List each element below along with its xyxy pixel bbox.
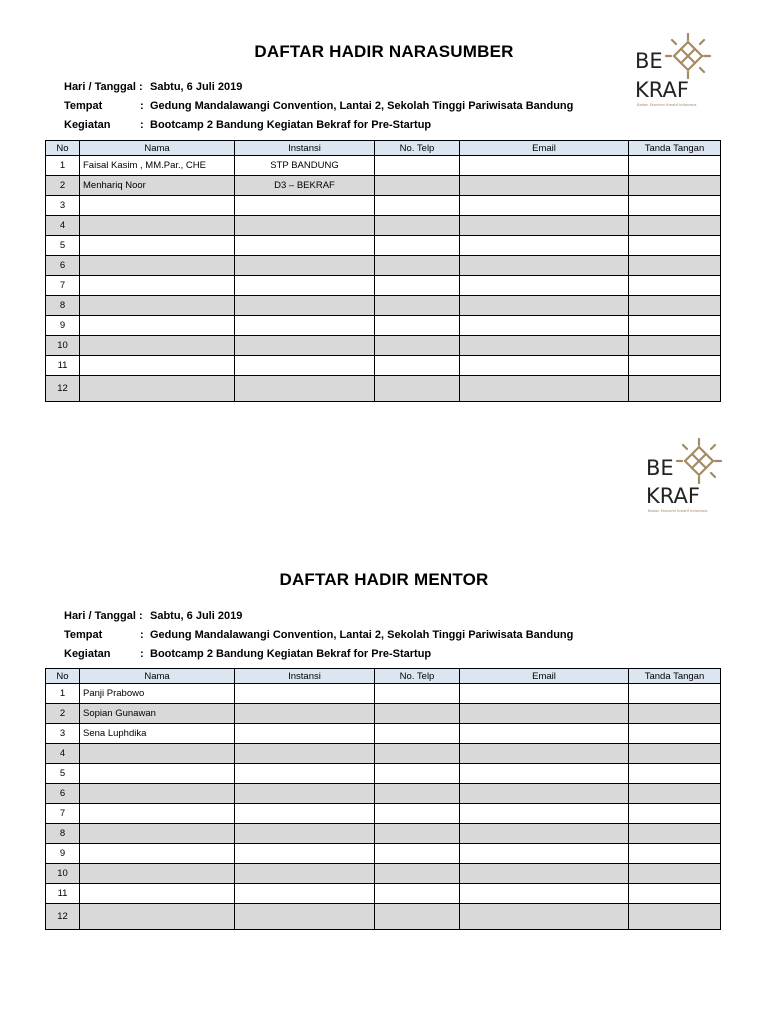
cell-nama[interactable] bbox=[80, 744, 235, 764]
cell-no: 4 bbox=[46, 744, 80, 764]
cell-tanda-tangan[interactable] bbox=[629, 724, 721, 744]
cell-instansi[interactable]: D3 – BEKRAF bbox=[235, 176, 375, 196]
cell-instansi[interactable] bbox=[235, 356, 375, 376]
table-row bbox=[46, 684, 721, 704]
cell-tanda-tangan[interactable] bbox=[629, 824, 721, 844]
activity-row bbox=[64, 645, 573, 664]
cell-instansi[interactable] bbox=[235, 316, 375, 336]
cell-no: 2 bbox=[46, 704, 80, 724]
cell-no: 12 bbox=[46, 904, 80, 930]
cell-no: 8 bbox=[46, 824, 80, 844]
cell-instansi[interactable] bbox=[235, 724, 375, 744]
cell-telp[interactable] bbox=[375, 784, 460, 804]
cell-email[interactable] bbox=[460, 744, 629, 764]
logo-tagline: Badan Ekonomi Kreatif Indonesia bbox=[648, 509, 708, 513]
cell-no: 5 bbox=[46, 236, 80, 256]
cell-email[interactable] bbox=[460, 684, 629, 704]
cell-no: 8 bbox=[46, 296, 80, 316]
cell-nama[interactable]: Sena Luphdika bbox=[80, 724, 235, 744]
table-row bbox=[46, 256, 721, 276]
cell-email[interactable] bbox=[460, 376, 629, 402]
cell-no: 3 bbox=[46, 724, 80, 744]
table-header-row bbox=[46, 669, 721, 684]
cell-email[interactable] bbox=[460, 804, 629, 824]
cell-telp[interactable] bbox=[375, 864, 460, 884]
date-row bbox=[64, 78, 573, 97]
logo-text-kraf: KRAF bbox=[646, 484, 700, 508]
cell-tanda-tangan[interactable] bbox=[629, 764, 721, 784]
date-value: Sabtu, 6 Juli 2019 bbox=[150, 610, 243, 622]
activity-colon: : bbox=[140, 648, 144, 660]
table-row bbox=[46, 824, 721, 844]
cell-email[interactable] bbox=[460, 824, 629, 844]
cell-instansi[interactable] bbox=[235, 744, 375, 764]
logo-text-kraf: KRAF bbox=[635, 78, 689, 102]
place-label: Tempat bbox=[64, 629, 103, 641]
table-row bbox=[46, 196, 721, 216]
cell-instansi[interactable] bbox=[235, 216, 375, 236]
table-row bbox=[46, 156, 721, 176]
cell-telp[interactable] bbox=[375, 884, 460, 904]
cell-telp[interactable] bbox=[375, 356, 460, 376]
table-row bbox=[46, 296, 721, 316]
page-title-mentor: DAFTAR HADIR MENTOR bbox=[279, 570, 489, 589]
cell-nama[interactable] bbox=[80, 804, 235, 824]
cell-nama[interactable] bbox=[80, 256, 235, 276]
table-row bbox=[46, 784, 721, 804]
cell-no: 5 bbox=[46, 764, 80, 784]
cell-email[interactable] bbox=[460, 216, 629, 236]
col-header-nama: Nama bbox=[80, 669, 235, 684]
cell-no: 11 bbox=[46, 884, 80, 904]
cell-nama[interactable] bbox=[80, 884, 235, 904]
cell-nama[interactable] bbox=[80, 376, 235, 402]
cell-tanda-tangan[interactable] bbox=[629, 884, 721, 904]
cell-instansi[interactable] bbox=[235, 804, 375, 824]
cell-no: 9 bbox=[46, 844, 80, 864]
cell-nama[interactable] bbox=[80, 276, 235, 296]
cell-telp[interactable] bbox=[375, 256, 460, 276]
table-row bbox=[46, 316, 721, 336]
cell-telp[interactable] bbox=[375, 744, 460, 764]
cell-telp[interactable] bbox=[375, 196, 460, 216]
place-colon: : bbox=[140, 629, 144, 641]
cell-email[interactable] bbox=[460, 336, 629, 356]
table-row bbox=[46, 764, 721, 784]
cell-nama[interactable]: Menhariq Noor bbox=[80, 176, 235, 196]
cell-nama[interactable]: Sopian Gunawan bbox=[80, 704, 235, 724]
cell-email[interactable] bbox=[460, 196, 629, 216]
cell-email[interactable] bbox=[460, 296, 629, 316]
place-colon: : bbox=[140, 100, 144, 112]
cell-tanda-tangan[interactable] bbox=[629, 176, 721, 196]
cell-tanda-tangan[interactable] bbox=[629, 196, 721, 216]
date-row bbox=[64, 607, 573, 626]
table-row bbox=[46, 176, 721, 196]
cell-instansi[interactable] bbox=[235, 236, 375, 256]
cell-nama[interactable] bbox=[80, 824, 235, 844]
activity-colon: : bbox=[140, 119, 144, 131]
cell-telp[interactable] bbox=[375, 156, 460, 176]
cell-instansi[interactable] bbox=[235, 824, 375, 844]
cell-nama[interactable]: Faisal Kasim , MM.Par., CHE bbox=[80, 156, 235, 176]
col-header-email: Email bbox=[460, 141, 629, 156]
table-row bbox=[46, 744, 721, 764]
cell-instansi[interactable] bbox=[235, 704, 375, 724]
table-row bbox=[46, 704, 721, 724]
cell-telp[interactable] bbox=[375, 276, 460, 296]
cell-tanda-tangan[interactable] bbox=[629, 276, 721, 296]
page-title-narasumber: DAFTAR HADIR NARASUMBER bbox=[254, 42, 514, 61]
table-row bbox=[46, 216, 721, 236]
cell-no: 4 bbox=[46, 216, 80, 236]
cell-nama[interactable] bbox=[80, 764, 235, 784]
col-header-telp: No. Telp bbox=[375, 141, 460, 156]
cell-no: 3 bbox=[46, 196, 80, 216]
cell-email[interactable] bbox=[460, 724, 629, 744]
table-row bbox=[46, 864, 721, 884]
cell-email[interactable] bbox=[460, 784, 629, 804]
cell-email[interactable] bbox=[460, 904, 629, 930]
attendance-table-mentor bbox=[45, 668, 721, 930]
cell-nama[interactable] bbox=[80, 236, 235, 256]
col-header-instansi: Instansi bbox=[235, 669, 375, 684]
cell-telp[interactable] bbox=[375, 216, 460, 236]
table-row bbox=[46, 336, 721, 356]
place-label: Tempat bbox=[64, 100, 103, 112]
cell-nama[interactable] bbox=[80, 196, 235, 216]
cell-tanda-tangan[interactable] bbox=[629, 744, 721, 764]
cell-email[interactable] bbox=[460, 276, 629, 296]
place-row bbox=[64, 626, 573, 645]
activity-label: Kegiatan bbox=[64, 119, 111, 131]
cell-no: 10 bbox=[46, 864, 80, 884]
cell-instansi[interactable] bbox=[235, 784, 375, 804]
cell-email[interactable] bbox=[460, 844, 629, 864]
cell-nama[interactable] bbox=[80, 904, 235, 930]
cell-nama[interactable] bbox=[80, 296, 235, 316]
col-header-no: No bbox=[46, 669, 80, 684]
table-row bbox=[46, 376, 721, 402]
col-header-email: Email bbox=[460, 669, 629, 684]
cell-instansi[interactable] bbox=[235, 296, 375, 316]
cell-no: 11 bbox=[46, 356, 80, 376]
col-header-telp: No. Telp bbox=[375, 669, 460, 684]
cell-instansi[interactable] bbox=[235, 376, 375, 402]
cell-no: 1 bbox=[46, 156, 80, 176]
cell-tanda-tangan[interactable] bbox=[629, 864, 721, 884]
event-info-mentor bbox=[64, 607, 573, 664]
cell-telp[interactable] bbox=[375, 176, 460, 196]
cell-tanda-tangan[interactable] bbox=[629, 236, 721, 256]
cell-tanda-tangan[interactable] bbox=[629, 316, 721, 336]
cell-tanda-tangan[interactable] bbox=[629, 336, 721, 356]
date-label: Hari / Tanggal : bbox=[64, 81, 143, 93]
cell-no: 12 bbox=[46, 376, 80, 402]
cell-instansi[interactable] bbox=[235, 276, 375, 296]
cell-telp[interactable] bbox=[375, 904, 460, 930]
activity-label: Kegiatan bbox=[64, 648, 111, 660]
col-header-tanda-tangan: Tanda Tangan bbox=[629, 141, 721, 156]
event-info-narasumber bbox=[64, 78, 573, 135]
table-row bbox=[46, 356, 721, 376]
logo-text-be: BE bbox=[646, 456, 674, 480]
activity-value: Bootcamp 2 Bandung Kegiatan Bekraf for Pre-Startup bbox=[150, 119, 432, 131]
cell-email[interactable] bbox=[460, 256, 629, 276]
cell-nama[interactable] bbox=[80, 336, 235, 356]
cell-telp[interactable] bbox=[375, 376, 460, 402]
cell-no: 7 bbox=[46, 276, 80, 296]
table-row bbox=[46, 884, 721, 904]
cell-telp[interactable] bbox=[375, 316, 460, 336]
cell-nama[interactable] bbox=[80, 316, 235, 336]
col-header-tanda-tangan: Tanda Tangan bbox=[629, 669, 721, 684]
table-row bbox=[46, 844, 721, 864]
cell-nama[interactable] bbox=[80, 216, 235, 236]
cell-instansi[interactable] bbox=[235, 884, 375, 904]
cell-nama[interactable] bbox=[80, 864, 235, 884]
table-header-row bbox=[46, 141, 721, 156]
cell-instansi[interactable] bbox=[235, 336, 375, 356]
place-value: Gedung Mandalawangi Convention, Lantai 2, Sekolah Tinggi Pariwisata Bandung bbox=[150, 100, 574, 112]
cell-instansi[interactable] bbox=[235, 844, 375, 864]
col-header-nama: Nama bbox=[80, 141, 235, 156]
place-value: Gedung Mandalawangi Convention, Lantai 2, Sekolah Tinggi Pariwisata Bandung bbox=[150, 629, 574, 641]
cell-instansi[interactable] bbox=[235, 684, 375, 704]
cell-no: 6 bbox=[46, 784, 80, 804]
cell-email[interactable] bbox=[460, 864, 629, 884]
cell-email[interactable] bbox=[460, 236, 629, 256]
cell-email[interactable] bbox=[460, 316, 629, 336]
logo-tagline: Badan Ekonomi Kreatif Indonesia bbox=[637, 103, 697, 107]
col-header-no: No bbox=[46, 141, 80, 156]
cell-telp[interactable] bbox=[375, 764, 460, 784]
cell-instansi[interactable] bbox=[235, 764, 375, 784]
cell-telp[interactable] bbox=[375, 236, 460, 256]
cell-no: 10 bbox=[46, 336, 80, 356]
activity-row bbox=[64, 116, 573, 135]
cell-no: 9 bbox=[46, 316, 80, 336]
cell-telp[interactable] bbox=[375, 804, 460, 824]
cell-instansi[interactable] bbox=[235, 256, 375, 276]
cell-tanda-tangan[interactable] bbox=[629, 216, 721, 236]
cell-email[interactable] bbox=[460, 884, 629, 904]
cell-email[interactable] bbox=[460, 156, 629, 176]
table-row bbox=[46, 236, 721, 256]
cell-email[interactable] bbox=[460, 176, 629, 196]
cell-email[interactable] bbox=[460, 356, 629, 376]
cell-tanda-tangan[interactable] bbox=[629, 784, 721, 804]
bekraf-logo-graphic bbox=[643, 437, 738, 517]
cell-telp[interactable] bbox=[375, 724, 460, 744]
attendance-table-narasumber bbox=[45, 140, 721, 402]
cell-tanda-tangan[interactable] bbox=[629, 904, 721, 930]
cell-tanda-tangan[interactable] bbox=[629, 804, 721, 824]
cell-tanda-tangan[interactable] bbox=[629, 684, 721, 704]
cell-telp[interactable] bbox=[375, 824, 460, 844]
cell-nama[interactable] bbox=[80, 356, 235, 376]
date-value: Sabtu, 6 Juli 2019 bbox=[150, 81, 243, 93]
logo-text-be: BE bbox=[635, 49, 663, 73]
activity-value: Bootcamp 2 Bandung Kegiatan Bekraf for Pre-Startup bbox=[150, 648, 432, 660]
bekraf-logo bbox=[643, 437, 738, 517]
table-row bbox=[46, 724, 721, 744]
col-header-instansi: Instansi bbox=[235, 141, 375, 156]
cell-instansi[interactable] bbox=[235, 864, 375, 884]
cell-email[interactable] bbox=[460, 704, 629, 724]
cell-nama[interactable]: Panji Prabowo bbox=[80, 684, 235, 704]
cell-telp[interactable] bbox=[375, 704, 460, 724]
cell-tanda-tangan[interactable] bbox=[629, 376, 721, 402]
cell-tanda-tangan[interactable] bbox=[629, 256, 721, 276]
date-label: Hari / Tanggal : bbox=[64, 610, 143, 622]
table-row bbox=[46, 276, 721, 296]
table-row bbox=[46, 904, 721, 930]
cell-nama[interactable] bbox=[80, 844, 235, 864]
cell-no: 7 bbox=[46, 804, 80, 824]
place-row bbox=[64, 97, 573, 116]
cell-email[interactable] bbox=[460, 764, 629, 784]
cell-tanda-tangan[interactable] bbox=[629, 844, 721, 864]
cell-telp[interactable] bbox=[375, 296, 460, 316]
table-row bbox=[46, 804, 721, 824]
cell-instansi[interactable] bbox=[235, 196, 375, 216]
cell-tanda-tangan[interactable] bbox=[629, 704, 721, 724]
cell-nama[interactable] bbox=[80, 784, 235, 804]
cell-no: 1 bbox=[46, 684, 80, 704]
cell-instansi[interactable]: STP BANDUNG bbox=[235, 156, 375, 176]
cell-tanda-tangan[interactable] bbox=[629, 156, 721, 176]
cell-instansi[interactable] bbox=[235, 904, 375, 930]
cell-no: 2 bbox=[46, 176, 80, 196]
cell-tanda-tangan[interactable] bbox=[629, 356, 721, 376]
cell-no: 6 bbox=[46, 256, 80, 276]
cell-tanda-tangan[interactable] bbox=[629, 296, 721, 316]
cell-telp[interactable] bbox=[375, 844, 460, 864]
cell-telp[interactable] bbox=[375, 684, 460, 704]
cell-telp[interactable] bbox=[375, 336, 460, 356]
